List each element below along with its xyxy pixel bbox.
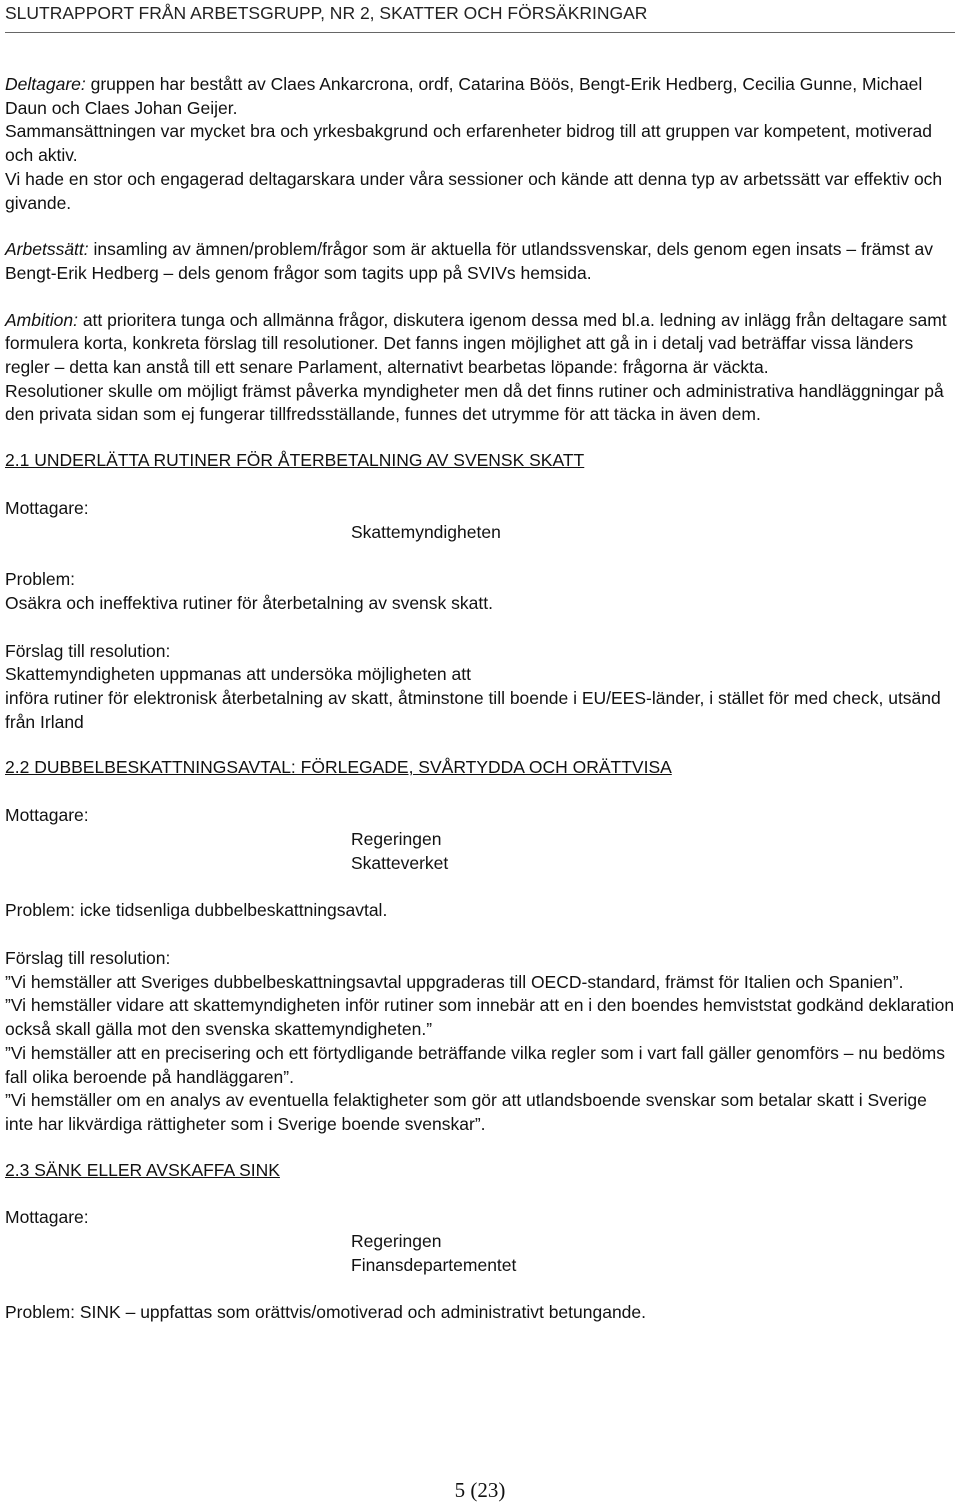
- recipient: Finansdepartementet: [351, 1254, 517, 1275]
- recipient: Skatteverket: [351, 852, 449, 873]
- section-heading-2-3: 2.3 SÄNK ELLER AVSKAFFA SINK: [5, 1159, 280, 1180]
- ambition-label: Ambition:: [5, 309, 78, 330]
- recipient: Skattemyndigheten: [351, 521, 501, 542]
- forslag-label: Förslag till resolution:: [5, 947, 171, 968]
- ambition-text: att prioritera tunga och allmänna frågor, diskutera igenom dessa med bl.a. ledning av inlägg från deltagare samt formulera korta, konkreta förslag till resolutioner. Det fanns ingen möjlighet att gå in i detalj vad beträffar vissa länders regler – detta kan anstå till ett senare Parlament, alternativt bearbetas löpande: frågorna är väckta.: [5, 309, 947, 378]
- forslag-line: ”Vi hemställer om en analys av eventuella felaktigheter som gör att utlandsboende svenskar som betalar skatt i Sverige inte har likvärdiga rättigheter som i Sverige boende svenskar”.: [5, 1090, 927, 1134]
- section-heading-2-2: 2.2 DUBBELBESKATTNINGSAVTAL: FÖRLEGADE, SVÅRTYDDA OCH ORÄTTVISA: [5, 757, 672, 778]
- deltagare-paragraph: [5, 73, 955, 120]
- deltagarskara-paragraph: Vi hade en stor och engagerad deltagarskara under våra sessioner och kände att denna typ av arbetssätt var effektiv och givande.: [5, 168, 943, 213]
- recipient: Regeringen: [351, 1231, 442, 1252]
- forslag-line: Skattemyndigheten uppmanas att undersöka möjligheten att: [5, 664, 471, 685]
- arbetssatt-text: insamling av ämnen/problem/frågor som är aktuella för utlandssvenskar, dels genom egen insats – främst av Bengt-Erik Hedberg – dels genom frågor som tagits upp på SVIVs hemsida.: [5, 239, 933, 283]
- page-header: [5, 3, 955, 33]
- ambition-paragraph: [5, 309, 955, 380]
- section-heading-2-1: 2.1 UNDERLÄTTA RUTINER FÖR ÅTERBETALNING AV SVENSK SKATT: [5, 450, 585, 471]
- arbetssatt-label: Arbetssätt:: [5, 239, 89, 260]
- sammansattning-paragraph: Sammansättningen var mycket bra och yrkesbakgrund och erfarenheter bidrog till att gruppen var kompetent, motiverad och aktiv.: [5, 121, 933, 166]
- forslag-line: ”Vi hemställer att Sveriges dubbelbeskattningsavtal uppgraderas till OECD-standard, främst för Italien och Spanien”.: [5, 971, 904, 992]
- report-title: SLUTRAPPORT FRÅN ARBETSGRUPP, NR 2, SKATTER OCH FÖRSÄKRINGAR: [5, 3, 648, 23]
- mottagare-label: Mottagare:: [5, 497, 89, 518]
- arbetssatt-paragraph: [5, 238, 955, 285]
- page-number: 5 (23): [454, 1478, 506, 1502]
- forslag-line: ”Vi hemställer att en precisering och ett förtydligande beträffande vilka regler som i vart fall gäller genomförs – nu bedöms fall olika beroende på handläggaren”.: [5, 1042, 945, 1087]
- document-body: [5, 73, 955, 1325]
- mottagare-label: Mottagare:: [5, 805, 89, 826]
- forslag-line: införa rutiner för elektronisk återbetalning av skatt, åtminstone till boende i EU/EES-länder, i stället för med check, utsänd från Irland: [5, 688, 941, 732]
- forslag-line: ”Vi hemställer vidare att skattemyndigheten inför rutiner som innebär att en i den boendes hemviststat godkänd deklaration också skall gälla mot den svenska skattemyndigheten.”: [5, 995, 955, 1040]
- mottagare-label: Mottagare:: [5, 1207, 89, 1228]
- problem-line: Problem: icke tidsenliga dubbelbeskattningsavtal.: [5, 900, 388, 921]
- problem-text: Osäkra och ineffektiva rutiner för återbetalning av svensk skatt.: [5, 592, 493, 613]
- forslag-label: Förslag till resolution:: [5, 640, 171, 661]
- problem-line: Problem: SINK – uppfattas som orättvis/omotiverad och administrativt betungande.: [5, 1302, 647, 1323]
- recipient: Regeringen: [351, 828, 442, 849]
- problem-label: Problem:: [5, 569, 76, 590]
- deltagare-label: Deltagare:: [5, 74, 86, 94]
- resolutioner-paragraph: Resolutioner skulle om möjligt främst påverka myndigheter men då det finns rutiner och administrativa handläggningar på den privata sidan som ej fungerar tillfredsställande, funnes det utrymme för att täcka in även dem.: [5, 380, 944, 425]
- deltagare-text: gruppen har bestått av Claes Ankarcrona, ordf, Catarina Böös, Bengt-Erik Hedberg, Cecilia Gunne, Michael Daun och Claes Johan Geijer.: [5, 74, 923, 118]
